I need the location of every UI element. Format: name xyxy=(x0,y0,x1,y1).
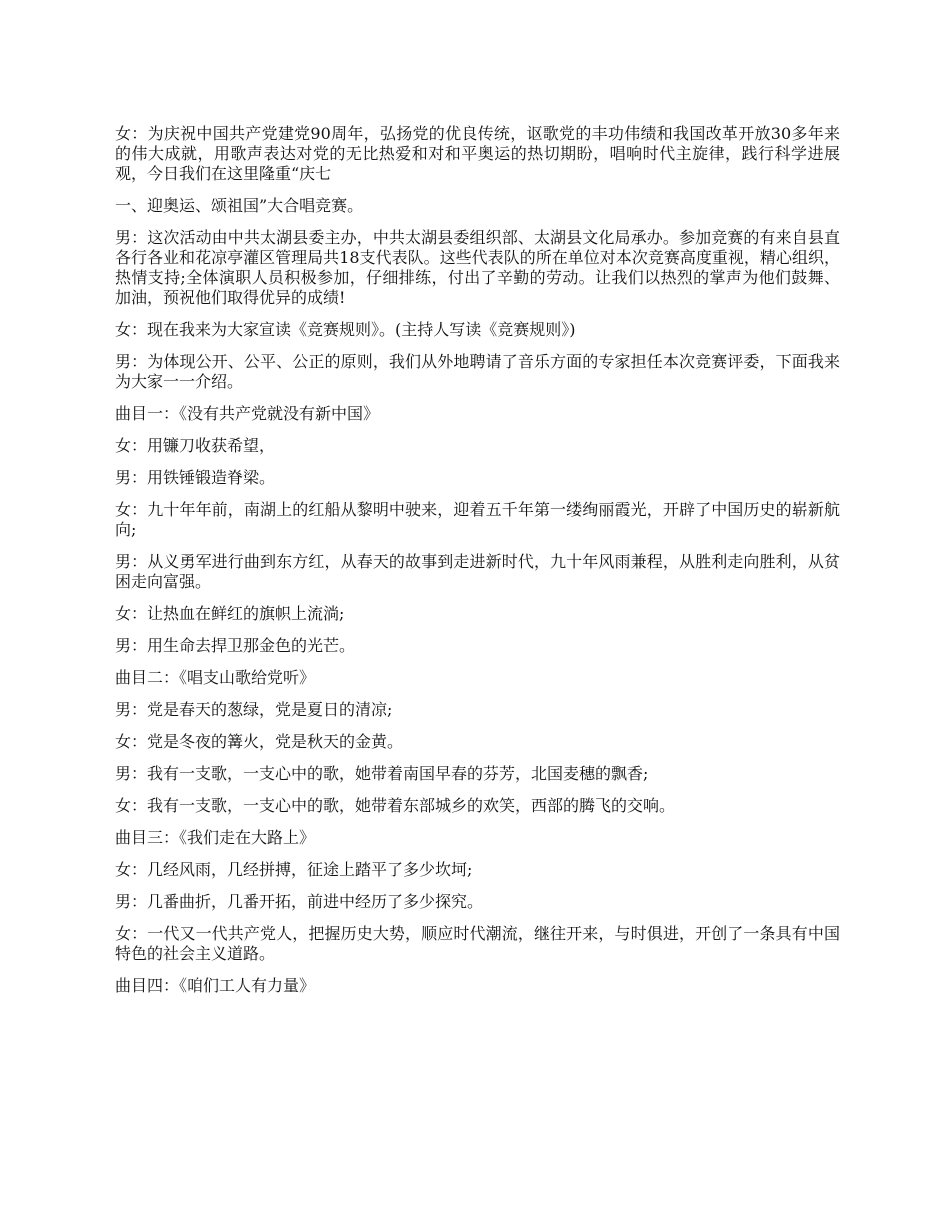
dialogue-line: 男：用生命去捍卫那金色的光芒。 xyxy=(115,636,356,655)
opening-paragraph: 女：为庆祝中国共产党建党90周年，弘扬党的优良传统，讴歌党的丰功伟绩和我国改革开放30多年来的伟大成就，用歌声表达对党的无比热爱和对和平奥运的热切期盼，唱响时代主旋律，践行科学进展观，今日我们在这里隆重“庆七 xyxy=(115,124,840,183)
event-title-paragraph: 一、迎奥运、颂祖国”大合唱竞赛。 xyxy=(115,196,364,215)
dialogue-line: 女：一代又一代共产党人，把握历史大势，顺应时代潮流，继往开来，与时俱进，开创了一条具有中国特色的社会主义道路。 xyxy=(115,924,840,963)
organizer-paragraph: 男：这次活动由中共太湖县委主办，中共太湖县委组织部、太湖县文化局承办。参加竞赛的有来自县直各行各业和花凉亭灌区管理局共18支代表队。这些代表队的所在单位对本次竞赛高度重视，精心组织，热情支持;全体演职人员积极参加，仔细排练，付出了辛勤的劳动。让我们以热烈的掌声为他们鼓舞、加油，预祝他们取得优异的成绩! xyxy=(115,228,840,307)
dialogue-line: 女：用镰刀收获希望， xyxy=(115,436,276,455)
dialogue-line: 女：让热血在鲜红的旗帜上流淌; xyxy=(115,604,345,623)
rules-paragraph: 女：现在我来为大家宣读《竞赛规则》。(主持人写读《竞赛规则》) xyxy=(115,320,576,339)
dialogue-line: 男：从义勇军进行曲到东方红，从春天的故事到走进新时代，九十年风雨兼程，从胜利走向胜利，从贫困走向富强。 xyxy=(115,552,840,591)
song-heading-4: 曲目四：《咱们工人有力量》 xyxy=(115,976,316,995)
dialogue-line: 男：几番曲折，几番开拓，前进中经历了多少探究。 xyxy=(115,892,484,911)
judges-paragraph: 男：为体现公开、公平、公正的原则，我们从外地聘请了音乐方面的专家担任本次竞赛评委，下面我来为大家一一介绍。 xyxy=(115,352,840,391)
dialogue-line: 男：用铁锤锻造脊梁。 xyxy=(115,468,276,487)
dialogue-line: 女：我有一支歌，一支心中的歌，她带着东部城乡的欢笑，西部的腾飞的交响。 xyxy=(115,796,676,815)
dialogue-line: 女：九十年年前，南湖上的红船从黎明中驶来，迎着五千年第一缕绚丽霞光，开辟了中国历史的崭新航向; xyxy=(115,500,840,539)
song-heading-1: 曲目一：《没有共产党就没有新中国》 xyxy=(115,404,380,423)
dialogue-line: 女：党是冬夜的篝火，党是秋天的金黄。 xyxy=(115,732,404,751)
song-heading-2: 曲目二：《唱支山歌给党听》 xyxy=(115,668,316,687)
song-heading-3: 曲目三：《我们走在大路上》 xyxy=(115,828,316,847)
dialogue-line: 男：党是春天的葱绿，党是夏日的清凉; xyxy=(115,700,393,719)
dialogue-line: 女：几经风雨，几经拼搏，征途上踏平了多少坎坷; xyxy=(115,860,473,879)
dialogue-line: 男：我有一支歌，一支心中的歌，她带着南国早春的芬芳，北国麦穗的飘香; xyxy=(115,764,649,783)
document-body xyxy=(115,124,840,1008)
